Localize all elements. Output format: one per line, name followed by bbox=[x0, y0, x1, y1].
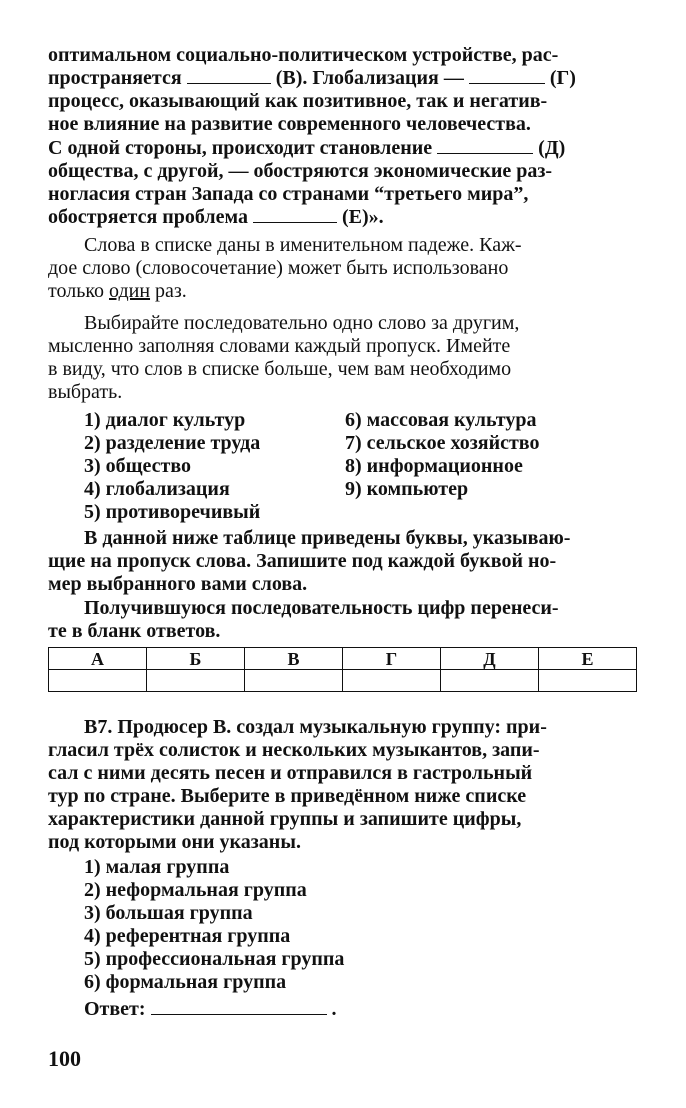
b7-answer-dot: . bbox=[331, 998, 337, 1020]
answer-table bbox=[48, 647, 637, 692]
word-option-2: 2) разделение труда bbox=[84, 432, 261, 454]
blank-v bbox=[187, 67, 271, 84]
answer-cell-g[interactable] bbox=[343, 670, 441, 692]
table-instructions-line-5: те в бланк ответов. bbox=[48, 620, 221, 642]
blank-e bbox=[253, 206, 337, 223]
answer-cell-b[interactable] bbox=[147, 670, 245, 692]
passage-line-8-b: (Е)». bbox=[342, 206, 384, 228]
passage-line-1: оптимальном социально-политическом устройстве, рас- bbox=[48, 44, 559, 66]
passage-line-5-b: (Д) bbox=[538, 137, 566, 159]
blank-d bbox=[437, 137, 533, 154]
b7-line-4: тур по стране. Выберите в приведённом ниже списке bbox=[48, 785, 527, 807]
instructions-p1-line-3 bbox=[48, 280, 187, 302]
word-option-4: 4) глобализация bbox=[84, 478, 230, 500]
passage-line-6: общества, с другой, — обостряются экономические раз- bbox=[48, 160, 553, 182]
b7-answer-field[interactable] bbox=[151, 998, 327, 1015]
passage-line-5-a: С одной стороны, происходит становление bbox=[48, 137, 433, 159]
table-instructions-line-3: мер выбранного вами слова. bbox=[48, 573, 308, 595]
passage-line-2 bbox=[48, 67, 576, 89]
answer-cell-v[interactable] bbox=[245, 670, 343, 692]
b7-option-5: 5) профессиональная группа bbox=[84, 948, 345, 970]
b7-option-1: 1) малая группа bbox=[84, 856, 230, 878]
b7-line-6: под которыми они указаны. bbox=[48, 831, 301, 853]
answer-table-header-a: А bbox=[49, 648, 147, 670]
answer-table-input-row bbox=[49, 670, 637, 692]
table-instructions-line-2: щие на пропуск слова. Запишите под каждой буквой но- bbox=[48, 550, 557, 572]
answer-table-header-d: Д bbox=[441, 648, 539, 670]
word-option-6: 6) массовая культура bbox=[345, 409, 537, 431]
b7-option-4: 4) референтная группа bbox=[84, 925, 291, 947]
passage-line-8 bbox=[48, 206, 384, 228]
b7-line-1-text: Продюсер В. создал музыкальную группу: при- bbox=[117, 716, 547, 738]
word-option-9: 9) компьютер bbox=[345, 478, 469, 500]
word-option-8: 8) информационное bbox=[345, 455, 523, 477]
answer-table-header-row bbox=[49, 648, 637, 670]
passage-line-2-c: (Г) bbox=[549, 67, 576, 89]
answer-cell-e[interactable] bbox=[539, 670, 637, 692]
b7-option-6: 6) формальная группа bbox=[84, 971, 287, 993]
table-instructions-line-4: Получившуюся последовательность цифр перенеси- bbox=[84, 597, 559, 619]
answer-table-header-v: В bbox=[245, 648, 343, 670]
word-option-1: 1) диалог культур bbox=[84, 409, 246, 431]
passage-line-3: процесс, оказывающий как позитивное, так и негатив- bbox=[48, 90, 548, 112]
b7-line-1 bbox=[84, 716, 547, 738]
instructions-p1-line-3-c: раз. bbox=[155, 280, 187, 302]
instructions-underlined-word: один bbox=[109, 280, 151, 302]
answer-table-header-e: Е bbox=[539, 648, 637, 670]
b7-line-3: сал с ними десять песен и отправился в гастрольный bbox=[48, 762, 533, 784]
passage-line-8-a: обостряется проблема bbox=[48, 206, 248, 228]
instructions-p1-line-3-a: только bbox=[48, 280, 105, 302]
passage-line-4: ное влияние на развитие современного человечества. bbox=[48, 113, 531, 135]
table-instructions-line-1: В данной ниже таблице приведены буквы, указываю- bbox=[84, 527, 571, 549]
passage-line-5 bbox=[48, 137, 565, 159]
b7-line-5: характеристики данной группы и запишите цифры, bbox=[48, 808, 522, 830]
instructions-p2-line-4: выбрать. bbox=[48, 381, 123, 403]
b7-task-number: В7. bbox=[84, 716, 113, 738]
answer-table-header-b: Б bbox=[147, 648, 245, 670]
instructions-p1-line-2: дое слово (словосочетание) может быть использовано bbox=[48, 257, 509, 279]
passage-line-7: ногласия стран Запада со странами “третьего мира”, bbox=[48, 183, 529, 205]
b7-answer-label: Ответ: bbox=[84, 998, 146, 1020]
answer-table-header-g: Г bbox=[343, 648, 441, 670]
answer-cell-d[interactable] bbox=[441, 670, 539, 692]
b7-option-2: 2) неформальная группа bbox=[84, 879, 307, 901]
page-number: 100 bbox=[48, 1046, 81, 1071]
answer-cell-a[interactable] bbox=[49, 670, 147, 692]
instructions-p2-line-2: мысленно заполняя словами каждый пропуск. Имейте bbox=[48, 335, 511, 357]
passage-line-2-a: пространяется bbox=[48, 67, 182, 89]
word-option-5: 5) противоречивый bbox=[84, 501, 261, 523]
instructions-p1-line-1: Слова в списке даны в именительном падеже. Каж- bbox=[84, 234, 522, 256]
passage-line-2-b: (В). Глобализация — bbox=[275, 67, 464, 89]
b7-option-3: 3) большая группа bbox=[84, 902, 253, 924]
word-option-7: 7) сельское хозяйство bbox=[345, 432, 540, 454]
blank-g bbox=[469, 67, 545, 84]
word-option-3: 3) общество bbox=[84, 455, 192, 477]
b7-answer-line bbox=[84, 998, 337, 1020]
instructions-p2-line-1: Выбирайте последовательно одно слово за другим, bbox=[84, 312, 520, 334]
b7-line-2: гласил трёх солисток и нескольких музыкантов, запи- bbox=[48, 739, 540, 761]
instructions-p2-line-3: в виду, что слов в списке больше, чем вам необходимо bbox=[48, 358, 512, 380]
